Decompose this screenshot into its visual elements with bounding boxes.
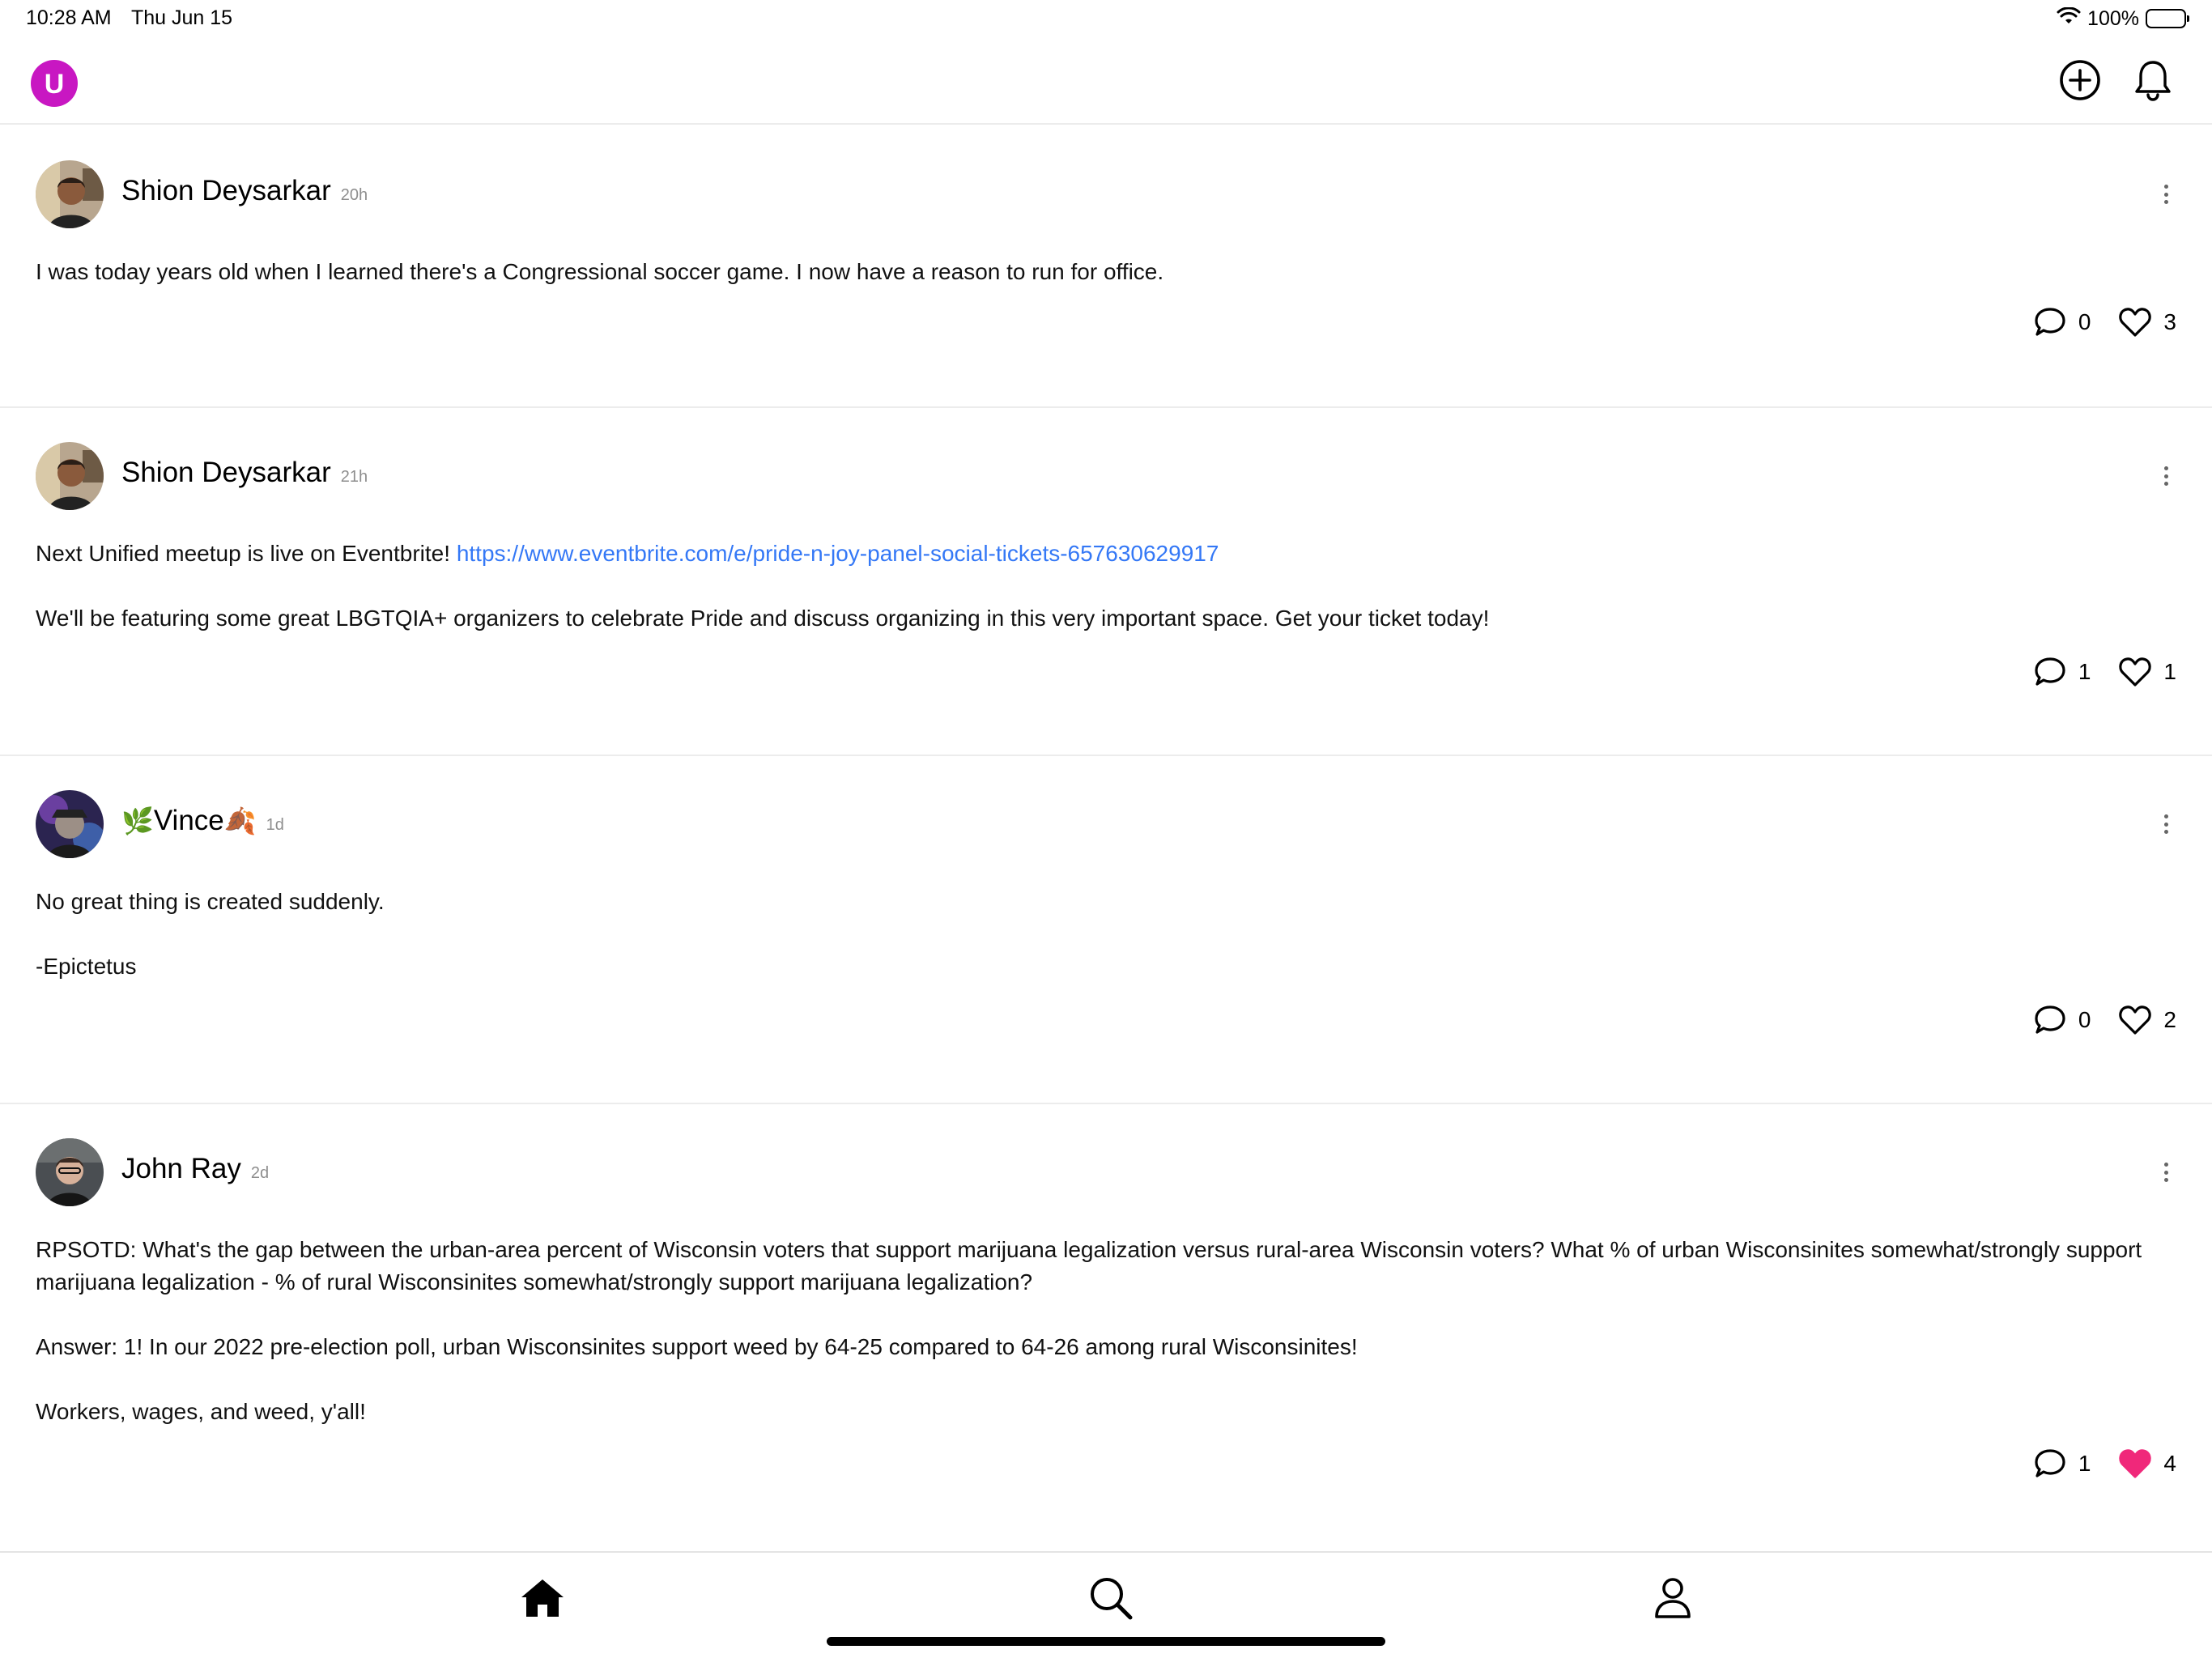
avatar[interactable] — [36, 442, 104, 510]
home-indicator[interactable] — [827, 1637, 1385, 1646]
dot-icon — [2164, 474, 2168, 478]
leaf-emoji: 🌿 — [121, 806, 154, 835]
author-line — [121, 805, 284, 837]
bell-icon — [2133, 58, 2173, 106]
like-button[interactable] — [2118, 1448, 2176, 1480]
heart-icon — [2118, 1004, 2152, 1036]
post-text: Answer: 1! In our 2022 pre-election poll, urban Wisconsinites support weed by 64-25 compared to 64-26 among rural Wisconsinites! — [36, 1334, 1358, 1359]
dot-icon — [2164, 193, 2168, 197]
status-date: Thu Jun 15 — [131, 6, 233, 29]
heart-filled-icon — [2118, 1448, 2152, 1480]
tab-home[interactable] — [517, 1574, 568, 1626]
like-count: 1 — [2163, 659, 2176, 684]
comment-count: 0 — [2078, 1007, 2091, 1032]
heart-icon — [2118, 306, 2152, 338]
post-intro-text: Next Unified meetup is live on Eventbrite! — [36, 541, 451, 566]
post-timestamp: 2d — [250, 1164, 270, 1182]
author-name[interactable]: John Ray — [121, 1153, 241, 1184]
like-button[interactable] — [2118, 306, 2176, 338]
post-body — [36, 256, 2173, 288]
post-card[interactable] — [0, 408, 2212, 756]
like-button[interactable] — [2118, 1004, 2176, 1036]
avatar[interactable] — [36, 1138, 104, 1206]
dot-icon — [2164, 1178, 2168, 1182]
profile-icon — [1653, 1576, 1692, 1624]
dot-icon — [2164, 1171, 2168, 1175]
comment-button[interactable] — [2033, 306, 2091, 338]
post-body — [36, 886, 2173, 983]
battery-icon — [2146, 9, 2186, 28]
dot-icon — [2164, 200, 2168, 204]
dot-icon — [2164, 482, 2168, 486]
home-icon — [520, 1577, 565, 1623]
post-timestamp: 20h — [340, 186, 368, 204]
search-icon — [1088, 1575, 1134, 1625]
more-options-button[interactable] — [2154, 1158, 2178, 1187]
avatar[interactable] — [36, 160, 104, 228]
post-feed[interactable] — [0, 126, 2212, 1551]
like-count: 3 — [2163, 309, 2176, 334]
post-card[interactable] — [0, 1104, 2212, 1551]
dot-icon — [2164, 1163, 2168, 1167]
comment-button[interactable] — [2033, 656, 2091, 688]
post-text: RPSOTD: What's the gap between the urban-area percent of Wisconsin voters that support marijuana legalization versus rural-area Wisconsin voters? What % of urban Wisconsinites somewhat/strongly support marijuana legalization - % of rural Wisconsinites somewhat/strongly support marijuana legalization? — [36, 1237, 2142, 1295]
like-button[interactable] — [2118, 656, 2176, 688]
dot-icon — [2164, 466, 2168, 470]
more-options-button[interactable] — [2154, 180, 2178, 209]
post-actions — [2033, 1004, 2176, 1036]
comment-count: 1 — [2078, 1451, 2091, 1476]
post-link[interactable]: https://www.eventbrite.com/e/pride-n-joy-panel-social-tickets-657630629917 — [456, 541, 1219, 566]
comment-button[interactable] — [2033, 1004, 2091, 1036]
like-count: 2 — [2163, 1007, 2176, 1032]
avatar[interactable] — [36, 790, 104, 858]
tab-bar — [0, 1551, 2212, 1658]
post-card[interactable] — [0, 126, 2212, 408]
post-body — [36, 1234, 2173, 1428]
app-logo[interactable] — [31, 60, 78, 107]
post-text — [36, 538, 2173, 570]
logo-letter: U — [44, 68, 65, 100]
comment-icon — [2033, 1004, 2067, 1036]
wifi-icon — [2057, 7, 2081, 31]
post-timestamp: 1d — [266, 816, 284, 834]
notifications-button[interactable] — [2128, 57, 2178, 107]
post-text: -Epictetus — [36, 954, 137, 979]
author-line — [121, 457, 368, 489]
more-options-button[interactable] — [2154, 461, 2178, 491]
post-actions — [2033, 656, 2176, 688]
heart-icon — [2118, 656, 2152, 688]
battery-percent: 100% — [2087, 6, 2139, 30]
new-post-button[interactable] — [2055, 57, 2105, 107]
post-text: Workers, wages, and weed, y'all! — [36, 1399, 366, 1424]
autumn-leaf-emoji: 🍂 — [223, 806, 257, 835]
comment-icon — [2033, 306, 2067, 338]
author-name-text: Vince — [153, 805, 224, 836]
dot-icon — [2164, 823, 2168, 827]
post-text: We'll be featuring some great LBGTQIA+ organizers to celebrate Pride and discuss organizing in this very important space. Get your ticket today! — [36, 606, 1490, 631]
post-text: I was today years old when I learned there's a Congressional soccer game. I now have a reason to run for office. — [36, 259, 1164, 284]
like-count: 4 — [2163, 1451, 2176, 1476]
author-name[interactable]: Shion Deysarkar — [121, 457, 331, 488]
tab-profile[interactable] — [1647, 1574, 1699, 1626]
author-line — [121, 1153, 269, 1185]
comment-count: 0 — [2078, 309, 2091, 334]
comment-count: 1 — [2078, 659, 2091, 684]
post-actions — [2033, 1448, 2176, 1480]
top-header — [0, 39, 2212, 125]
author-name[interactable]: Shion Deysarkar — [121, 175, 331, 206]
status-bar — [0, 0, 2212, 39]
author-name[interactable] — [121, 805, 257, 837]
dot-icon — [2164, 814, 2168, 818]
dot-icon — [2164, 830, 2168, 834]
more-options-button[interactable] — [2154, 810, 2178, 839]
post-card[interactable] — [0, 756, 2212, 1104]
author-line — [121, 175, 368, 207]
comment-button[interactable] — [2033, 1448, 2091, 1480]
post-text: No great thing is created suddenly. — [36, 889, 385, 914]
add-post-icon — [2058, 58, 2102, 106]
status-time: 10:28 AM — [26, 6, 112, 29]
comment-icon — [2033, 656, 2067, 688]
tab-search[interactable] — [1085, 1574, 1137, 1626]
dot-icon — [2164, 185, 2168, 189]
status-right — [2057, 5, 2186, 32]
post-timestamp: 21h — [340, 468, 368, 486]
post-actions — [2033, 306, 2176, 338]
comment-icon — [2033, 1448, 2067, 1480]
post-body — [36, 538, 2173, 635]
